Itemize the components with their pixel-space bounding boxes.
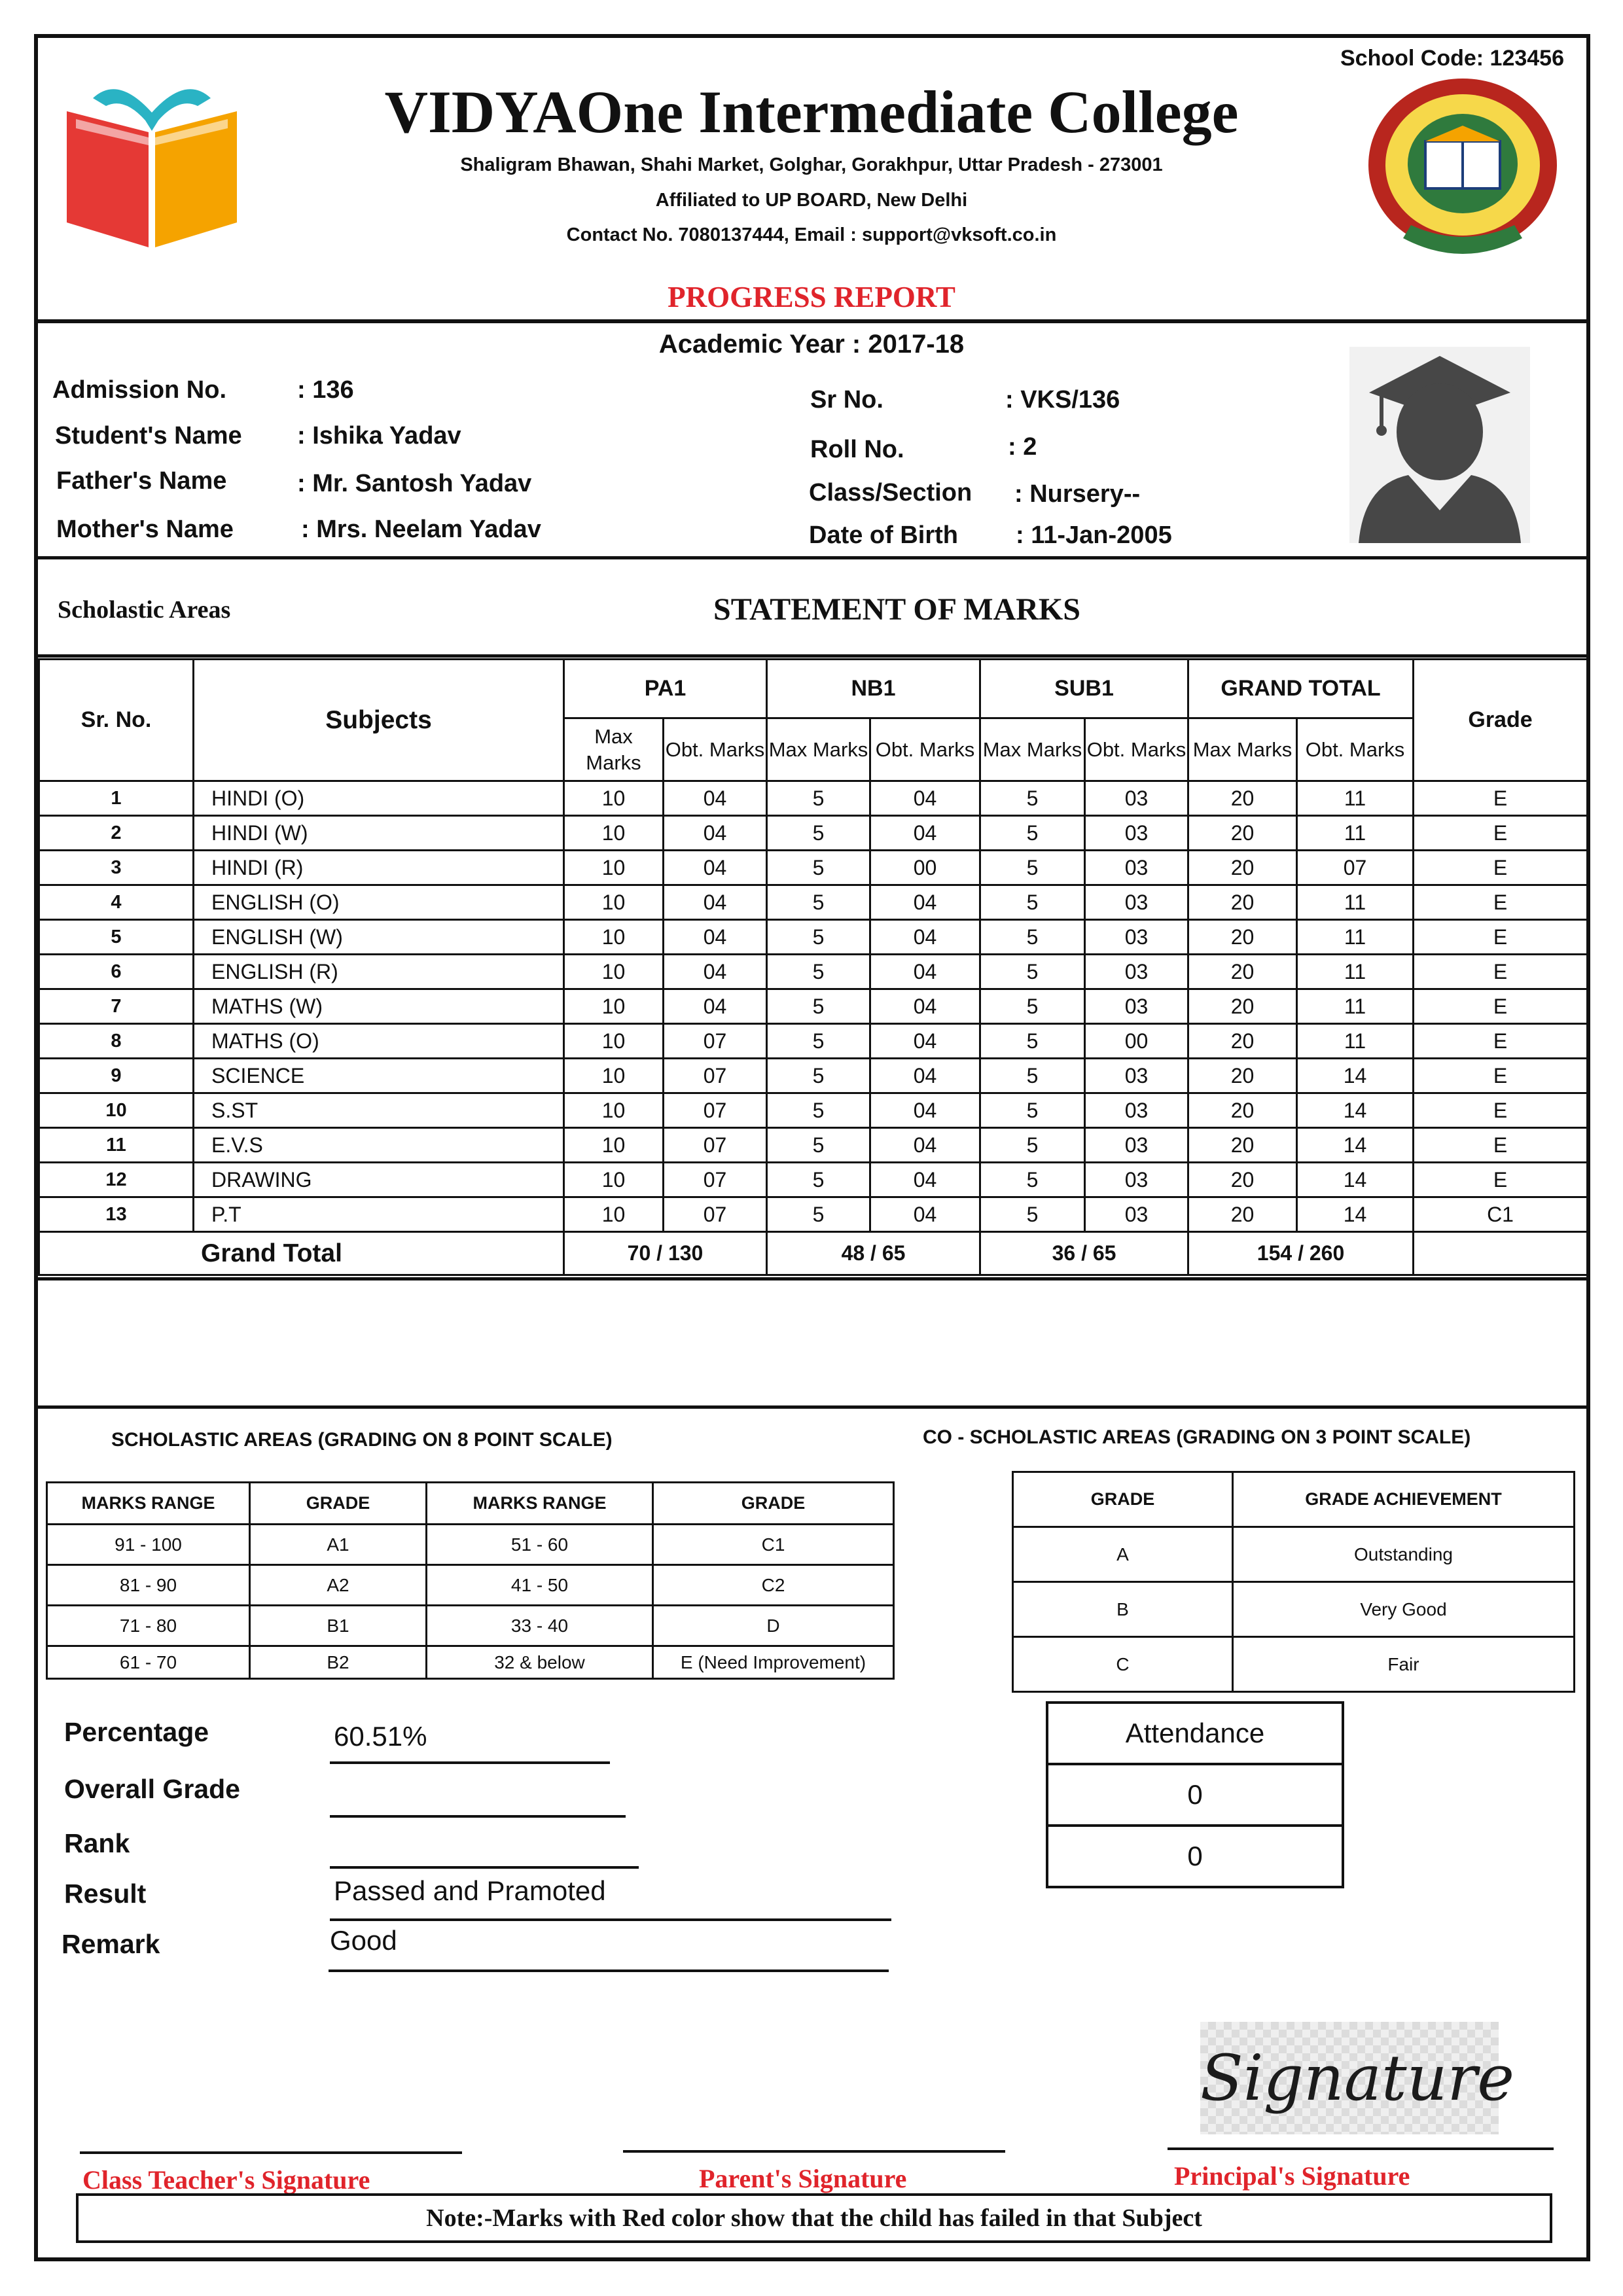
max-marks-header: Max Marks (564, 718, 664, 781)
grade-cell: A2 (250, 1565, 427, 1606)
nb1-max-cell: 5 (767, 955, 870, 989)
sr-no-cell: 4 (39, 885, 194, 920)
marks-bottom-divider (38, 1277, 1586, 1280)
marks-range-header: MARKS RANGE (427, 1483, 653, 1525)
total-obt-cell: 14 (1297, 1197, 1414, 1232)
pa1-obt-cell: 04 (664, 851, 767, 885)
sub1-obt-cell: 03 (1085, 955, 1188, 989)
total-max-cell: 20 (1188, 1197, 1297, 1232)
pa1-total: 70 / 130 (564, 1232, 767, 1275)
nb1-max-cell: 5 (767, 920, 870, 955)
pa1-max-cell: 10 (564, 1197, 664, 1232)
co-scholastic-scale-title: CO - SCHOLASTIC AREAS (GRADING ON 3 POINT SCALE) (923, 1426, 1471, 1448)
college-affiliation: Affiliated to UP BOARD, New Delhi (655, 190, 968, 211)
sr-no-cell: 2 (39, 816, 194, 851)
pa1-max-cell: 10 (564, 1128, 664, 1163)
report-title: PROGRESS REPORT (668, 281, 955, 313)
sub1-obt-cell: 03 (1085, 989, 1188, 1024)
grand-total-value: 154 / 260 (1188, 1232, 1414, 1275)
nb1-total: 48 / 65 (767, 1232, 980, 1275)
subject-cell: ENGLISH (O) (194, 885, 564, 920)
nb1-max-cell: 5 (767, 1128, 870, 1163)
nb1-obt-cell: 04 (870, 1059, 980, 1093)
pa1-max-cell: 10 (564, 920, 664, 955)
table-row (39, 989, 1588, 1024)
grade-cell: B (1013, 1582, 1233, 1637)
total-max-cell: 20 (1188, 816, 1297, 851)
sr-no-label: Sr No. (810, 386, 883, 414)
total-obt-cell: 11 (1297, 885, 1414, 920)
nb1-max-cell: 5 (767, 989, 870, 1024)
college-address: Shaligram Bhawan, Shahi Market, Golghar, Gorakhpur, Uttar Pradesh - 273001 (460, 154, 1163, 175)
table-row (39, 1059, 1588, 1093)
marks-range-cell: 71 - 80 (47, 1606, 250, 1646)
sub1-obt-cell: 03 (1085, 885, 1188, 920)
pa1-obt-cell: 04 (664, 885, 767, 920)
subjects-header: Subjects (194, 660, 564, 781)
grade-cell: E (1414, 885, 1588, 920)
nb1-max-cell: 5 (767, 1163, 870, 1197)
sub1-max-cell: 5 (980, 1197, 1085, 1232)
scale-divider (38, 1405, 1586, 1409)
academic-year: Academic Year : 2017-18 (658, 330, 965, 359)
info-divider (38, 556, 1586, 559)
subject-cell: S.ST (194, 1093, 564, 1128)
marks-range-cell: 51 - 60 (427, 1525, 653, 1565)
sr-no-value: : VKS/136 (1005, 386, 1120, 414)
subject-cell: E.V.S (194, 1128, 564, 1163)
table-row (47, 1525, 894, 1565)
max-marks-header: Max Marks (1188, 718, 1297, 781)
table-row (39, 1128, 1588, 1163)
header-divider (38, 319, 1586, 323)
class-teacher-signature-label: Class Teacher's Signature (82, 2165, 370, 2195)
sr-no-cell: 12 (39, 1163, 194, 1197)
sub1-obt-cell: 03 (1085, 1093, 1188, 1128)
principal-sign-line (1168, 2147, 1554, 2150)
sub1-max-cell: 5 (980, 885, 1085, 920)
pa1-obt-cell: 07 (664, 1024, 767, 1059)
sr-no-cell: 10 (39, 1093, 194, 1128)
sr-no-cell: 11 (39, 1128, 194, 1163)
percentage-underline (330, 1761, 610, 1764)
total-max-cell: 20 (1188, 1128, 1297, 1163)
total-obt-cell: 11 (1297, 989, 1414, 1024)
board-seal (1363, 73, 1563, 263)
table-row (39, 851, 1588, 885)
statement-of-marks-title: STATEMENT OF MARKS (713, 592, 1080, 627)
grade-achievement-cell: Very Good (1233, 1582, 1575, 1637)
sub1-max-cell: 5 (980, 989, 1085, 1024)
percentage-label: Percentage (64, 1717, 209, 1747)
total-max-cell: 20 (1188, 955, 1297, 989)
table-row (39, 885, 1588, 920)
sr-no-cell: 1 (39, 781, 194, 816)
rank-label: Rank (64, 1828, 130, 1858)
grade-col-header: GRADE (250, 1483, 427, 1525)
nb1-obt-cell: 04 (870, 1163, 980, 1197)
result-label: Result (64, 1879, 147, 1909)
marks-range-cell: 32 & below (427, 1646, 653, 1679)
obt-marks-header: Obt. Marks (1085, 718, 1188, 781)
sub1-max-cell: 5 (980, 1128, 1085, 1163)
sub1-obt-cell: 03 (1085, 1197, 1188, 1232)
attendance-value: 0 (1047, 1826, 1343, 1887)
class-section-value: : Nursery-- (1014, 480, 1141, 508)
marks-range-cell: 61 - 70 (47, 1646, 250, 1679)
grade-col-header: GRADE (653, 1483, 894, 1525)
college-contact: Contact No. 7080137444, Email : support@vksoft.co.in (566, 224, 1057, 245)
nb1-header: NB1 (767, 660, 980, 718)
marks-range-cell: 91 - 100 (47, 1525, 250, 1565)
overall-grade-underline (330, 1815, 626, 1818)
sr-no-header: Sr. No. (39, 660, 194, 781)
sr-no-cell: 3 (39, 851, 194, 885)
marks-range-cell: 41 - 50 (427, 1565, 653, 1606)
remark-value: Good (330, 1925, 397, 1956)
nb1-obt-cell: 04 (870, 781, 980, 816)
pa1-max-cell: 10 (564, 1024, 664, 1059)
pa1-max-cell: 10 (564, 1093, 664, 1128)
roll-no-label: Roll No. (810, 436, 904, 463)
max-marks-header: Max Marks (767, 718, 870, 781)
sr-no-cell: 7 (39, 989, 194, 1024)
pa1-header: PA1 (564, 660, 767, 718)
total-obt-cell: 07 (1297, 851, 1414, 885)
obt-marks-header: Obt. Marks (664, 718, 767, 781)
sub1-max-cell: 5 (980, 920, 1085, 955)
table-row (39, 816, 1588, 851)
nb1-max-cell: 5 (767, 1197, 870, 1232)
remark-underline (329, 1969, 889, 1972)
nb1-obt-cell: 04 (870, 920, 980, 955)
student-name-value: : Ishika Yadav (297, 422, 461, 450)
subject-cell: ENGLISH (R) (194, 955, 564, 989)
subject-cell: SCIENCE (194, 1059, 564, 1093)
nb1-max-cell: 5 (767, 851, 870, 885)
mother-name-value: : Mrs. Neelam Yadav (301, 516, 541, 543)
total-obt-cell: 14 (1297, 1163, 1414, 1197)
grade-cell: E (1414, 920, 1588, 955)
table-row (39, 1163, 1588, 1197)
sub1-max-cell: 5 (980, 1163, 1085, 1197)
total-max-cell: 20 (1188, 1163, 1297, 1197)
sub1-max-cell: 5 (980, 851, 1085, 885)
grade-cell: A (1013, 1527, 1233, 1582)
subject-cell: MATHS (W) (194, 989, 564, 1024)
nb1-max-cell: 5 (767, 1059, 870, 1093)
grade-cell: D (653, 1606, 894, 1646)
pa1-obt-cell: 04 (664, 955, 767, 989)
pa1-obt-cell: 04 (664, 781, 767, 816)
dob-value: : 11-Jan-2005 (1016, 521, 1172, 549)
sub1-obt-cell: 03 (1085, 781, 1188, 816)
failure-note: Note:-Marks with Red color show that the child has failed in that Subject (76, 2193, 1552, 2243)
nb1-obt-cell: 04 (870, 1093, 980, 1128)
father-name-value: : Mr. Santosh Yadav (297, 470, 532, 497)
total-obt-cell: 11 (1297, 1024, 1414, 1059)
pa1-obt-cell: 07 (664, 1059, 767, 1093)
nb1-obt-cell: 00 (870, 851, 980, 885)
marks-divider (38, 654, 1586, 658)
total-obt-cell: 11 (1297, 816, 1414, 851)
nb1-max-cell: 5 (767, 781, 870, 816)
pa1-obt-cell: 07 (664, 1163, 767, 1197)
grade-cell: A1 (250, 1525, 427, 1565)
sub1-max-cell: 5 (980, 816, 1085, 851)
grade-cell: E (1414, 1163, 1588, 1197)
pa1-obt-cell: 07 (664, 1128, 767, 1163)
max-marks-header: Max Marks (980, 718, 1085, 781)
principal-signature-label: Principal's Signature (1174, 2161, 1410, 2191)
grade-cell: C1 (653, 1525, 894, 1565)
overall-grade-label: Overall Grade (64, 1774, 240, 1804)
sub1-obt-cell: 03 (1085, 1163, 1188, 1197)
percentage-value: 60.51% (334, 1721, 427, 1752)
nb1-obt-cell: 04 (870, 989, 980, 1024)
pa1-obt-cell: 07 (664, 1093, 767, 1128)
grade-cell: E (1414, 1059, 1588, 1093)
mother-name-label: Mother's Name (56, 516, 234, 543)
result-value: Passed and Pramoted (334, 1875, 606, 1906)
table-row (39, 920, 1588, 955)
table-row (47, 1646, 894, 1679)
dob-label: Date of Birth (809, 521, 958, 549)
attendance-value: 0 (1047, 1764, 1343, 1826)
father-name-label: Father's Name (56, 467, 227, 495)
subject-cell: P.T (194, 1197, 564, 1232)
table-row (1013, 1527, 1575, 1582)
total-obt-cell: 11 (1297, 781, 1414, 816)
pa1-max-cell: 10 (564, 851, 664, 885)
sub1-obt-cell: 00 (1085, 1024, 1188, 1059)
marks-range-cell: 33 - 40 (427, 1606, 653, 1646)
nb1-obt-cell: 04 (870, 816, 980, 851)
pa1-max-cell: 10 (564, 816, 664, 851)
admission-label: Admission No. (52, 376, 227, 404)
nb1-obt-cell: 04 (870, 885, 980, 920)
total-obt-cell: 11 (1297, 955, 1414, 989)
nb1-max-cell: 5 (767, 1093, 870, 1128)
grade-header: Grade (1414, 660, 1588, 781)
grade-achievement-cell: Outstanding (1233, 1527, 1575, 1582)
sub1-obt-cell: 03 (1085, 920, 1188, 955)
grade-cell: E (1414, 1093, 1588, 1128)
sr-no-cell: 8 (39, 1024, 194, 1059)
grade-achievement-header: GRADE ACHIEVEMENT (1233, 1472, 1575, 1527)
grand-total-header: GRAND TOTAL (1188, 660, 1414, 718)
pa1-max-cell: 10 (564, 885, 664, 920)
pa1-max-cell: 10 (564, 781, 664, 816)
table-row (47, 1606, 894, 1646)
signature-script-text: Signature (1200, 2041, 1515, 2115)
sub1-max-cell: 5 (980, 1024, 1085, 1059)
sr-no-cell: 6 (39, 955, 194, 989)
total-obt-cell: 14 (1297, 1093, 1414, 1128)
co-scholastic-grade-table (1012, 1471, 1575, 1693)
pa1-max-cell: 10 (564, 955, 664, 989)
subject-cell: MATHS (O) (194, 1024, 564, 1059)
scholastic-scale-title: SCHOLASTIC AREAS (GRADING ON 8 POINT SCALE) (111, 1429, 613, 1451)
sub1-obt-cell: 03 (1085, 816, 1188, 851)
total-max-cell: 20 (1188, 885, 1297, 920)
grand-total-label: Grand Total (39, 1232, 564, 1275)
total-max-cell: 20 (1188, 1093, 1297, 1128)
table-row (39, 955, 1588, 989)
pa1-max-cell: 10 (564, 1163, 664, 1197)
sr-no-cell: 5 (39, 920, 194, 955)
table-row (47, 1565, 894, 1606)
table-row (1013, 1637, 1575, 1692)
college-name: VIDYAOne Intermediate College (384, 79, 1239, 145)
grade-cell: C (1013, 1637, 1233, 1692)
total-max-cell: 20 (1188, 851, 1297, 885)
sub1-max-cell: 5 (980, 781, 1085, 816)
nb1-obt-cell: 04 (870, 1197, 980, 1232)
remark-label: Remark (62, 1929, 160, 1959)
table-row (39, 1024, 1588, 1059)
subject-cell: DRAWING (194, 1163, 564, 1197)
attendance-label: Attendance (1047, 1703, 1343, 1764)
table-row (39, 1197, 1588, 1232)
table-row (39, 781, 1588, 816)
pa1-obt-cell: 04 (664, 816, 767, 851)
obt-marks-header: Obt. Marks (1297, 718, 1414, 781)
grade-cell: E (1414, 851, 1588, 885)
school-code: School Code: 123456 (1340, 46, 1564, 71)
class-teacher-sign-line (80, 2151, 462, 2154)
nb1-max-cell: 5 (767, 885, 870, 920)
grade-cell: B1 (250, 1606, 427, 1646)
sub1-header: SUB1 (980, 660, 1188, 718)
table-row (39, 1093, 1588, 1128)
grade-cell: E (Need Improvement) (653, 1646, 894, 1679)
total-max-cell: 20 (1188, 1024, 1297, 1059)
sub1-max-cell: 5 (980, 955, 1085, 989)
nb1-obt-cell: 04 (870, 955, 980, 989)
marks-range-header: MARKS RANGE (47, 1483, 250, 1525)
obt-marks-header: Obt. Marks (870, 718, 980, 781)
result-underline (330, 1918, 891, 1921)
nb1-max-cell: 5 (767, 816, 870, 851)
sub1-total: 36 / 65 (980, 1232, 1188, 1275)
parent-signature-label: Parent's Signature (699, 2164, 907, 2193)
student-photo-placeholder-icon (1349, 347, 1530, 543)
parent-sign-line (623, 2150, 1005, 2153)
sr-no-cell: 13 (39, 1197, 194, 1232)
marks-table (38, 658, 1588, 1276)
sub1-obt-cell: 03 (1085, 1059, 1188, 1093)
nb1-obt-cell: 04 (870, 1024, 980, 1059)
pa1-max-cell: 10 (564, 1059, 664, 1093)
total-obt-cell: 11 (1297, 920, 1414, 955)
grade-cell: B2 (250, 1646, 427, 1679)
grade-cell: E (1414, 1128, 1588, 1163)
marks-table-body (39, 781, 1588, 1232)
total-max-cell: 20 (1188, 1059, 1297, 1093)
scholastic-areas-label: Scholastic Areas (58, 596, 231, 624)
grade-cell: E (1414, 816, 1588, 851)
grade-cell: C2 (653, 1565, 894, 1606)
grade-cell: E (1414, 955, 1588, 989)
grade-achievement-cell: Fair (1233, 1637, 1575, 1692)
pa1-obt-cell: 04 (664, 989, 767, 1024)
total-obt-cell: 14 (1297, 1128, 1414, 1163)
total-obt-cell: 14 (1297, 1059, 1414, 1093)
table-row (1013, 1582, 1575, 1637)
principal-signature-image (1200, 2022, 1515, 2134)
roll-no-value: : 2 (1008, 433, 1037, 461)
total-max-cell: 20 (1188, 989, 1297, 1024)
co-scholastic-grade-body (1013, 1527, 1575, 1692)
grade-cell: E (1414, 781, 1588, 816)
scholastic-grade-body (47, 1525, 894, 1679)
attendance-table (1046, 1701, 1344, 1888)
grand-total-grade (1414, 1232, 1588, 1275)
grade-cell: E (1414, 1024, 1588, 1059)
grand-total-row (39, 1232, 1588, 1275)
total-max-cell: 20 (1188, 781, 1297, 816)
marks-range-cell: 81 - 90 (47, 1565, 250, 1606)
grade-cell: E (1414, 989, 1588, 1024)
class-section-label: Class/Section (809, 479, 972, 506)
grade-cell: C1 (1414, 1197, 1588, 1232)
admission-value: : 136 (297, 376, 354, 404)
rank-underline (330, 1866, 639, 1869)
total-max-cell: 20 (1188, 920, 1297, 955)
sub1-obt-cell: 03 (1085, 1128, 1188, 1163)
student-name-label: Student's Name (55, 422, 242, 450)
sr-no-cell: 9 (39, 1059, 194, 1093)
subject-cell: HINDI (R) (194, 851, 564, 885)
sub1-max-cell: 5 (980, 1093, 1085, 1128)
scholastic-grade-table (46, 1481, 895, 1680)
sub1-obt-cell: 03 (1085, 851, 1188, 885)
pa1-max-cell: 10 (564, 989, 664, 1024)
nb1-max-cell: 5 (767, 1024, 870, 1059)
subject-cell: HINDI (O) (194, 781, 564, 816)
nb1-obt-cell: 04 (870, 1128, 980, 1163)
subject-cell: HINDI (W) (194, 816, 564, 851)
pa1-obt-cell: 07 (664, 1197, 767, 1232)
pa1-obt-cell: 04 (664, 920, 767, 955)
grade-col-header: GRADE (1013, 1472, 1233, 1527)
subject-cell: ENGLISH (W) (194, 920, 564, 955)
sub1-max-cell: 5 (980, 1059, 1085, 1093)
